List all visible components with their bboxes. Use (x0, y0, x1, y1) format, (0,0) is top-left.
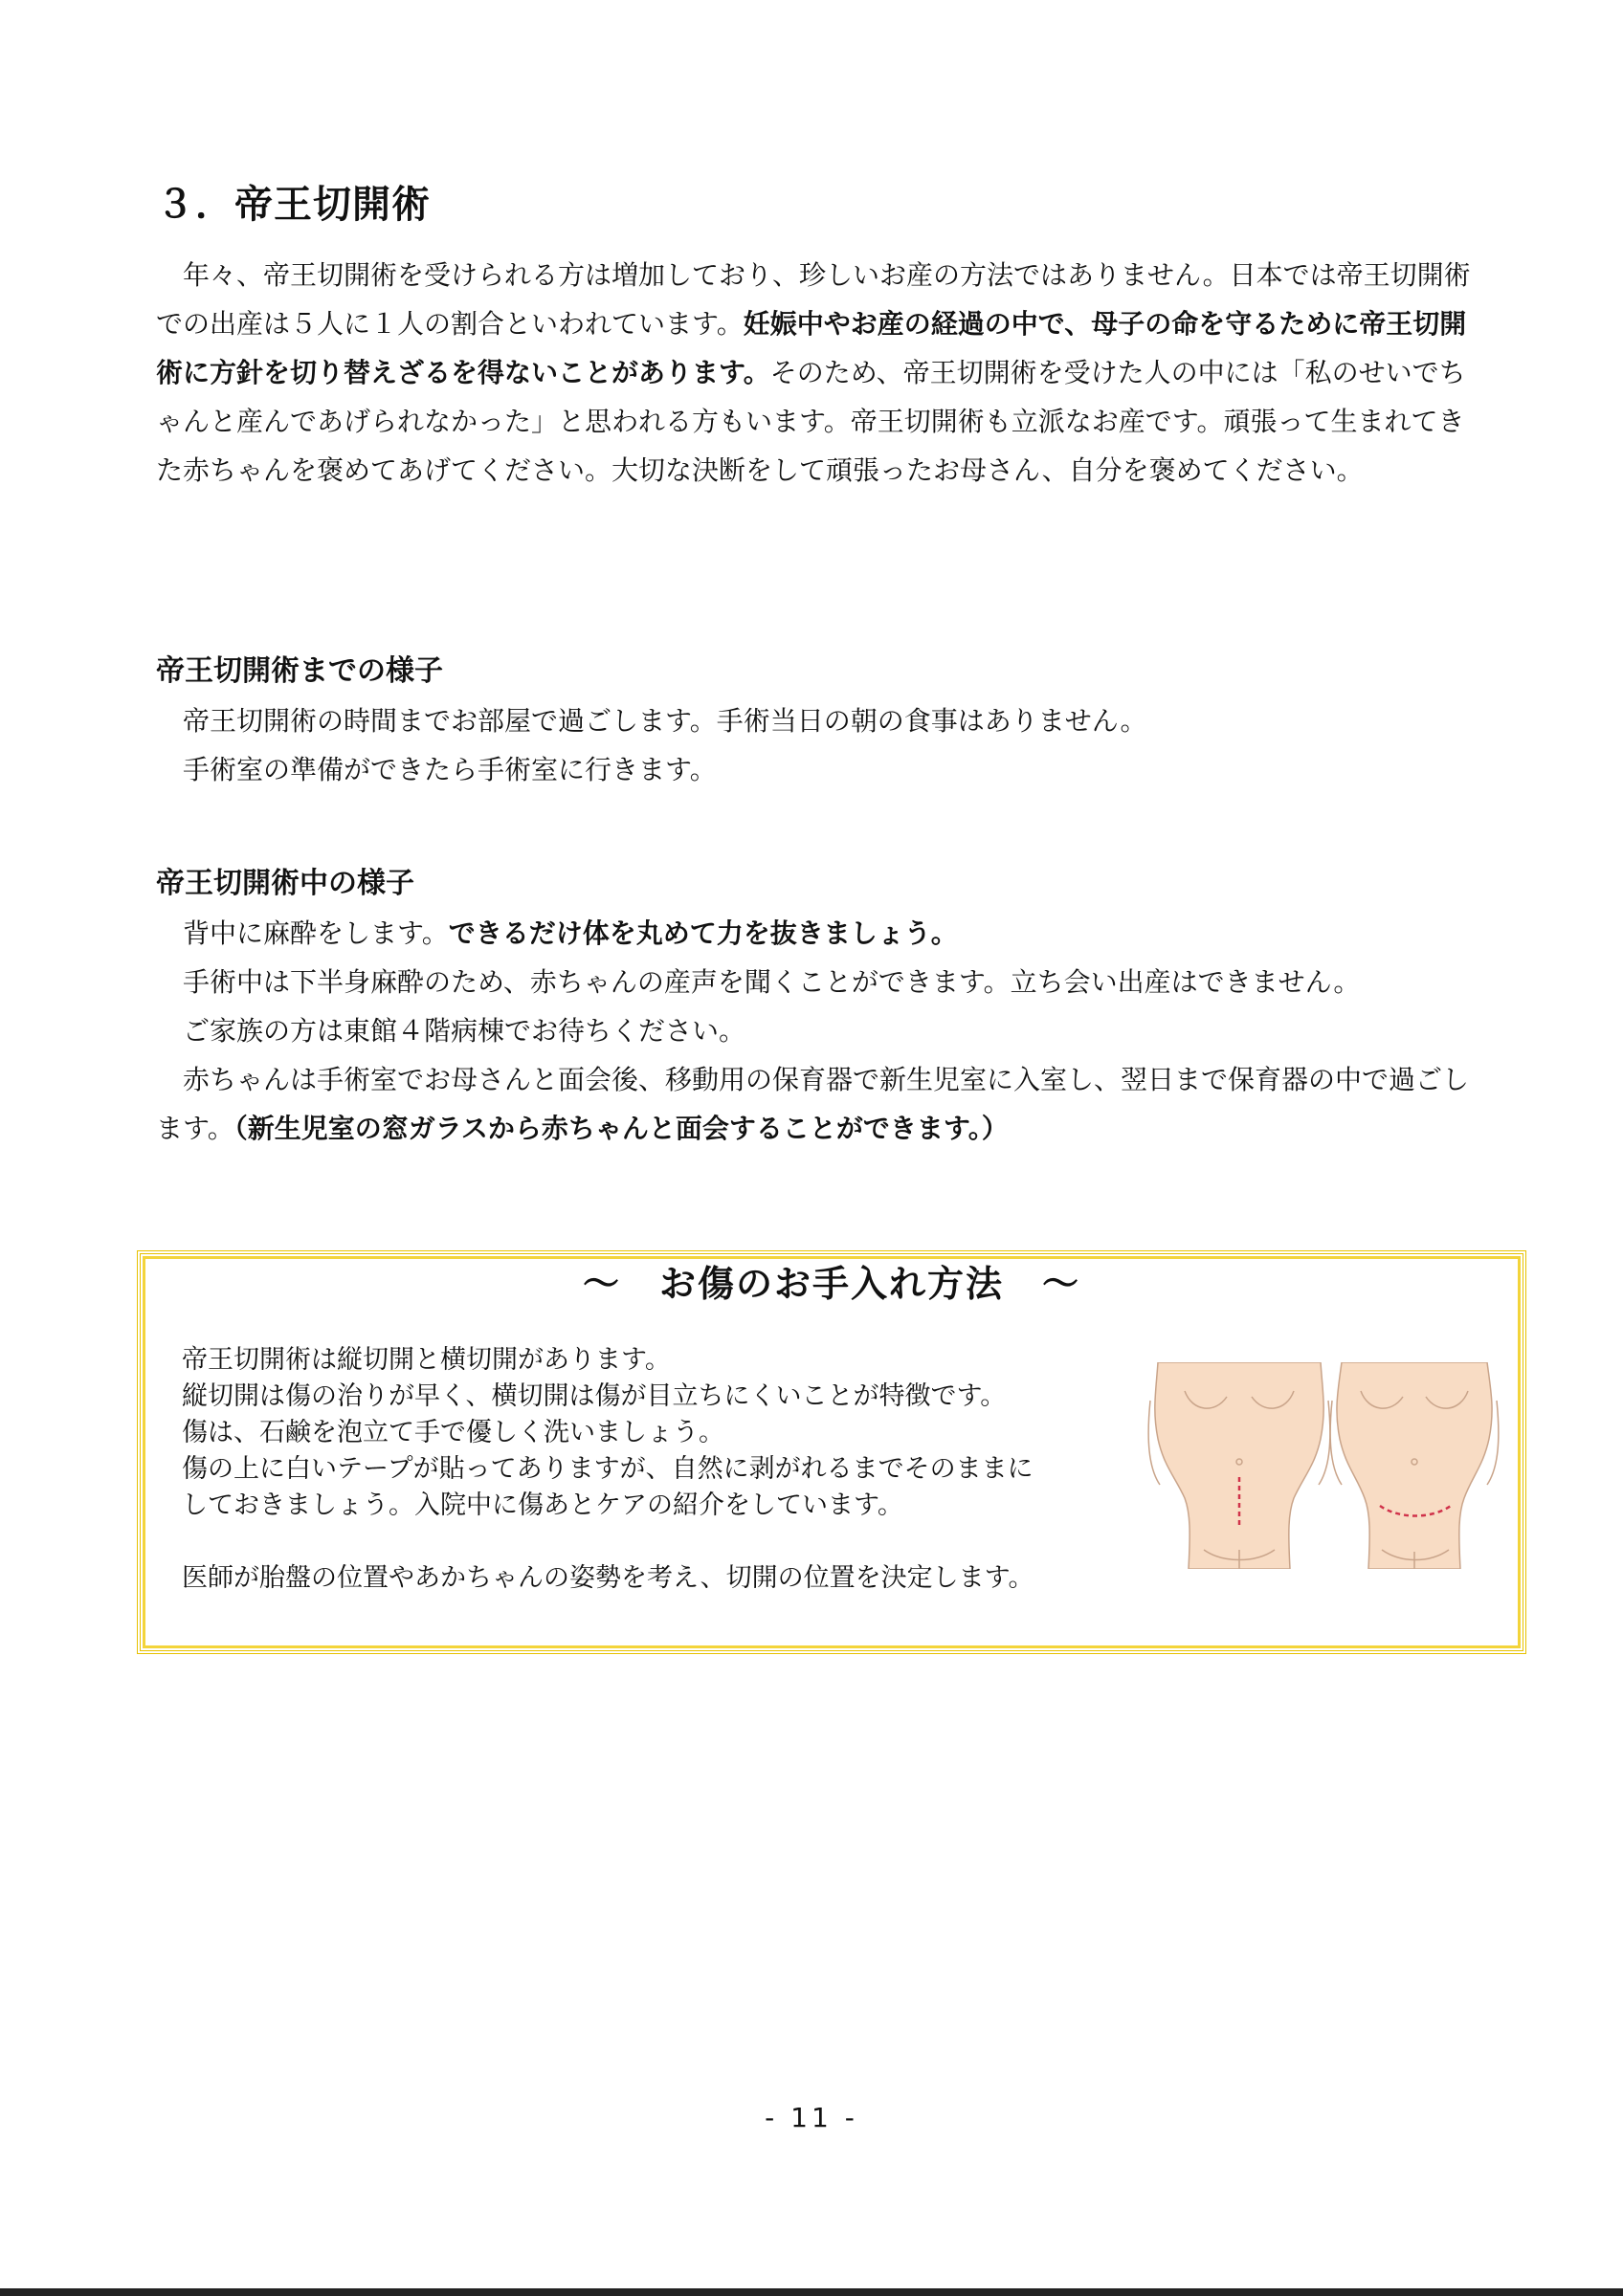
horizontal-incision-figure (1330, 1362, 1499, 1569)
care-line-4: 傷の上に白いテープが貼ってありますが、自然に剥がれるまでそのままに (182, 1454, 1034, 1484)
care-line-2: 縦切開は傷の治りが早く、横切開は傷が目立ちにくいことが特徴です。 (182, 1381, 1007, 1411)
during-line-4-text: 赤ちゃんは手術室でお母さんと面会後、移動用の保育器で新生児室に入室し、翌日まで保育器の中で過ごします。 (156, 1064, 1470, 1144)
torso-vertical (1155, 1362, 1323, 1569)
care-line-3: 傷は、石鹸を泡立て手で優しく洗いましょう。 (182, 1418, 724, 1447)
intro-paragraph (156, 251, 1477, 495)
wound-care-text (182, 1342, 1148, 1597)
care-line-6: 医師が胎盤の位置やあかちゃんの姿勢を考え、切開の位置を決定します。 (182, 1563, 1034, 1593)
intro-text-1: 年々、帝王切開術を受けられる方は増加しており、珍しいお産の方法ではありません。日本では帝王切開術での出産は５人に１人の割合といわれています。 (156, 259, 1471, 340)
during-line-1-text: 背中に麻酔をします。 (183, 917, 449, 949)
before-surgery-heading: 帝王切開術までの様子 (156, 654, 443, 688)
page-bottom-rule (0, 2288, 1623, 2296)
before-line-2: 手術室の準備ができたら手術室に行きます。 (183, 754, 717, 785)
during-line-3: ご家族の方は東館４階病棟でお待ちください。 (183, 1015, 746, 1047)
torso-horizontal (1337, 1362, 1492, 1569)
during-line-4 (156, 1055, 1477, 1153)
care-line-1: 帝王切開術は縦切開と横切開があります。 (182, 1345, 671, 1375)
incision-illustration (1146, 1362, 1501, 1569)
during-surgery-paragraph (156, 909, 1477, 1153)
page-number: - 11 - (765, 2102, 858, 2133)
section-title: ３．帝王切開術 (156, 183, 431, 227)
intro-text-2: そのため、帝王切開術を受けた人の中には「私のせいでちゃんと産んであげられなかった」と思われる方もいます。帝王切開術も立派なお産です。頑張って生まれてきた赤ちゃんを褒めてあげてください。大切な決断をして頑張ったお母さん、自分を褒めてください。 (156, 357, 1466, 486)
during-line-2: 手術中は下半身麻酔のため、赤ちゃんの産声を聞くことができます。立ち会い出産はできません。 (183, 966, 1361, 998)
care-line-5: しておきましょう。入院中に傷あとケアの紹介をしています。 (182, 1490, 903, 1520)
during-line-4-bold: （新生児室の窓ガラスから赤ちゃんと面会することができます。） (233, 1113, 1009, 1144)
vertical-incision-figure (1148, 1362, 1330, 1569)
during-line-1 (156, 909, 1477, 958)
care-line-gap (182, 1524, 1148, 1560)
during-line-1-bold: できるだけ体を丸めて力を抜きましょう。 (448, 917, 958, 949)
intro-bold-text: 妊娠中やお産の経過の中で、母子の命を守るために帝王切開術に方針を切り替えざるを得ないことがあります。 (156, 308, 1467, 388)
wound-care-title: ～ お傷のお手入れ方法 ～ (582, 1263, 1080, 1305)
before-line-1: 帝王切開術の時間までお部屋で過ごします。手術当日の朝の食事はありません。 (183, 705, 1147, 737)
before-surgery-paragraph (156, 696, 1477, 794)
during-surgery-heading: 帝王切開術中の様子 (156, 867, 414, 900)
